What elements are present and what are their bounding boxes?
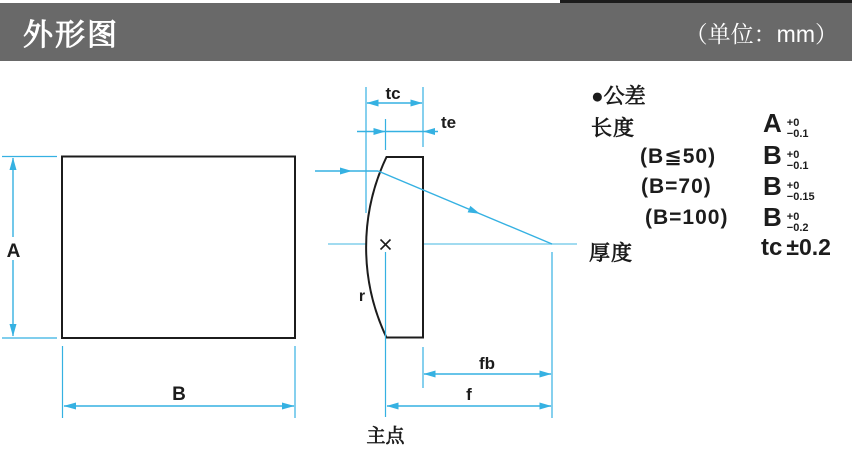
label-te: te <box>441 113 457 132</box>
label-r: r <box>358 288 366 305</box>
front-view <box>2 157 295 419</box>
tol-stack: +0 −0.1 <box>786 117 809 140</box>
dimension-B <box>63 346 296 418</box>
dimension-te <box>357 113 456 150</box>
tolerance-row-label-b70: (B=70) <box>641 175 712 198</box>
tol-stack: +0 −0.2 <box>786 211 809 234</box>
unit-note: （单位：mm） <box>684 20 838 47</box>
label-B: B <box>172 384 186 405</box>
tol-symbol: A <box>763 108 782 138</box>
page-title: 外形图 <box>23 19 119 52</box>
tolerance-row-label-length: 长度 <box>591 117 635 140</box>
tol-stack: +0 −0.15 <box>786 180 815 203</box>
tolerance-row-label-b50: (B≦50) <box>640 145 717 168</box>
label-principal-point: 主点 <box>366 426 405 447</box>
dimension-f <box>387 385 552 410</box>
side-view <box>315 84 577 447</box>
label-fb: fb <box>478 354 496 373</box>
label-f: f <box>466 385 472 404</box>
label-tc: tc <box>385 84 401 103</box>
tolerance-row-label-b100: (B=100) <box>645 206 729 229</box>
tolerance-row-label-thickness: 厚度 <box>589 242 633 265</box>
label-A: A <box>6 241 21 262</box>
tol-symbol: tc <box>761 234 783 261</box>
light-ray <box>315 168 552 245</box>
tol-plus-minus: ±0.2 <box>786 234 831 260</box>
front-view-outline <box>62 157 295 339</box>
tolerance-heading: ●公差 <box>591 85 646 108</box>
dimension-A <box>2 157 57 339</box>
tol-symbol: B <box>763 140 782 170</box>
dimension-fb <box>424 354 552 378</box>
tol-symbol: B <box>763 202 782 232</box>
lens-outline <box>366 157 423 338</box>
tol-symbol: B <box>763 171 782 201</box>
tol-stack: +0 −0.1 <box>786 149 809 172</box>
